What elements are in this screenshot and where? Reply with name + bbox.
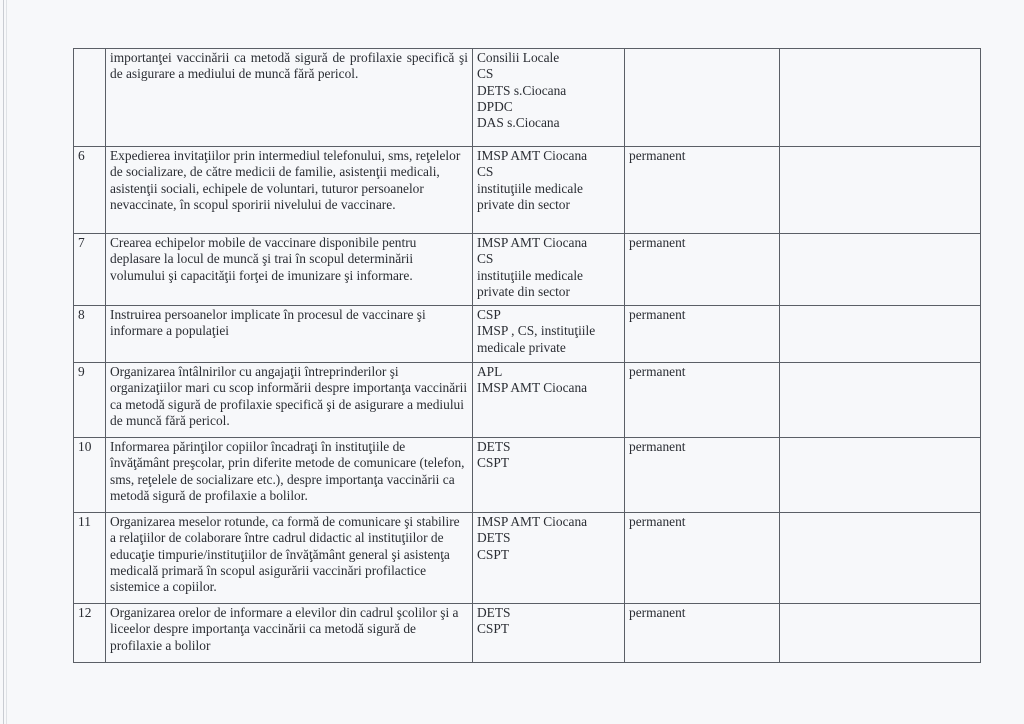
responsible-entry: IMSP , CS, instituţiile bbox=[477, 323, 596, 339]
row-term: permanent bbox=[625, 147, 780, 234]
table-row bbox=[74, 513, 981, 604]
row-responsible bbox=[473, 306, 625, 363]
table-row bbox=[74, 49, 981, 147]
row-number: 10 bbox=[74, 438, 106, 513]
responsible-entry: CSPT bbox=[477, 455, 510, 471]
responsible-entry: DPDC bbox=[477, 98, 513, 114]
row-description: Expedierea invitaţiilor prin intermediul telefonului, sms, reţelelor de socializare, de către medicii de familie, asistenţii medicali, asistenţii sociali, echipele de voluntari, tuturor persoanelor nevaccinate, în scopul sporirii nivelului de vaccinare. bbox=[106, 147, 473, 234]
responsible-entry: CSPT bbox=[477, 546, 510, 562]
responsible-entry: CS bbox=[477, 164, 494, 180]
row-note bbox=[780, 147, 981, 234]
responsible-entry: medicale private bbox=[477, 339, 566, 355]
responsible-entry: CS bbox=[477, 251, 494, 267]
row-responsible bbox=[473, 147, 625, 234]
responsible-entry: DETS s.Ciocana bbox=[477, 82, 567, 98]
table-row bbox=[74, 234, 981, 306]
responsible-entry: CSP bbox=[477, 307, 501, 322]
row-description: Crearea echipelor mobile de vaccinare disponibile pentru deplasare la locul de muncă şi trai în scopul determinării volumului şi capacităţii forţei de imunizare şi informare. bbox=[106, 234, 473, 306]
row-term: permanent bbox=[625, 363, 780, 438]
row-term bbox=[625, 49, 780, 147]
row-responsible bbox=[473, 234, 625, 306]
responsible-entry: instituţiile medicale bbox=[477, 180, 583, 196]
responsible-entry: instituţiile medicale bbox=[477, 267, 583, 283]
row-number: 11 bbox=[74, 513, 106, 604]
row-number: 9 bbox=[74, 363, 106, 438]
responsible-entry: DETS bbox=[477, 439, 511, 454]
row-term: permanent bbox=[625, 306, 780, 363]
row-number bbox=[74, 49, 106, 147]
row-number: 7 bbox=[74, 234, 106, 306]
responsible-entry: IMSP AMT Ciocana bbox=[477, 148, 588, 163]
row-description: Organizarea meselor rotunde, ca formă de comunicare şi stabilire a relaţiilor de colaborare între cadrul didactic al instituţiilor de educaţie timpurie/instituţiilor de învăţământ general şi asistenţa medicală primară în scopul asigurării vaccinări profilactice sistemice a copiilor. bbox=[106, 513, 473, 604]
page-edge-shadow bbox=[6, 0, 7, 724]
row-number: 8 bbox=[74, 306, 106, 363]
responsible-entry: CS bbox=[477, 66, 494, 82]
table-row bbox=[74, 147, 981, 234]
row-note bbox=[780, 604, 981, 663]
row-note bbox=[780, 363, 981, 438]
responsible-entry: CSPT bbox=[477, 621, 510, 637]
responsible-entry: private din sector bbox=[477, 283, 570, 299]
responsible-entry: DAS s.Ciocana bbox=[477, 115, 560, 131]
row-note bbox=[780, 438, 981, 513]
responsible-entry: DETS bbox=[477, 530, 511, 546]
row-responsible bbox=[473, 513, 625, 604]
row-term: permanent bbox=[625, 438, 780, 513]
responsible-entry: private din sector bbox=[477, 196, 570, 212]
page-edge bbox=[3, 0, 4, 724]
table-row bbox=[74, 363, 981, 438]
row-number: 6 bbox=[74, 147, 106, 234]
row-term: permanent bbox=[625, 234, 780, 306]
responsible-entry: Consilii Locale bbox=[477, 50, 560, 65]
row-note bbox=[780, 49, 981, 147]
row-responsible bbox=[473, 604, 625, 663]
row-note bbox=[780, 306, 981, 363]
action-plan-table bbox=[73, 48, 981, 663]
responsible-entry: DETS bbox=[477, 605, 511, 620]
row-description: Informarea părinţilor copiilor încadraţi în instituţiile de învăţământ preşcolar, prin diferite metode de comunicare (telefon, sms, reţelele de socializare etc.), despre importanţa vaccinării ca metodă sigură de profilaxie a bolilor. bbox=[106, 438, 473, 513]
row-description: Organizarea întâlnirilor cu angajaţii întreprinderilor şi organizaţiilor mari cu scop informării despre importanţa vaccinării ca metodă sigură de profilaxie specifică şi de asigurare a mediului de muncă fără pericol. bbox=[106, 363, 473, 438]
responsible-entry: IMSP AMT Ciocana bbox=[477, 235, 588, 250]
row-term: permanent bbox=[625, 513, 780, 604]
row-note bbox=[780, 234, 981, 306]
row-description: Organizarea orelor de informare a elevilor din cadrul şcolilor şi a liceelor despre importanţa vaccinării ca metodă sigură de profilaxie a bolilor bbox=[106, 604, 473, 663]
table-row bbox=[74, 604, 981, 663]
row-note bbox=[780, 513, 981, 604]
row-responsible bbox=[473, 438, 625, 513]
row-responsible bbox=[473, 363, 625, 438]
row-number: 12 bbox=[74, 604, 106, 663]
row-term: permanent bbox=[625, 604, 780, 663]
row-responsible bbox=[473, 49, 625, 147]
table-row bbox=[74, 438, 981, 513]
table-row bbox=[74, 306, 981, 363]
responsible-entry: APL bbox=[477, 364, 503, 379]
row-description: Instruirea persoanelor implicate în procesul de vaccinare şi informare a populaţiei bbox=[106, 306, 473, 363]
responsible-entry: IMSP AMT Ciocana bbox=[477, 380, 588, 396]
row-description: importanţei vaccinării ca metodă sigură de profilaxie specifică şi de asigurare a mediului de muncă fără pericol. bbox=[106, 49, 473, 147]
responsible-entry: IMSP AMT Ciocana bbox=[477, 514, 588, 529]
